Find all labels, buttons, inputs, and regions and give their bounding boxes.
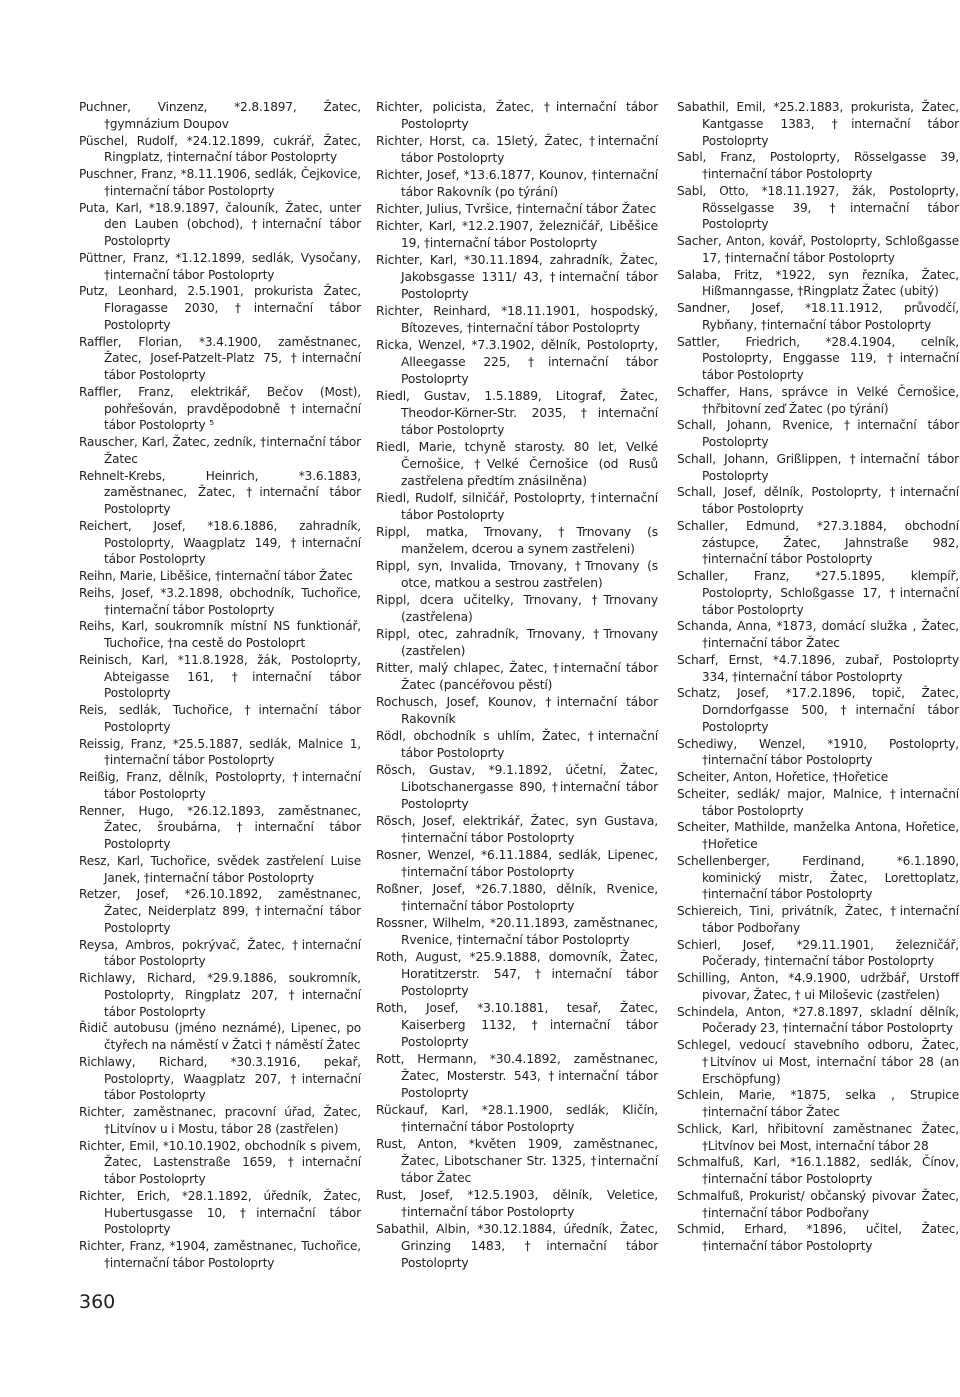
register-entry: Richter, Erich, *28.1.1892, úředník, Žatec, Hubertusgasse 10, †internační tábor Postoloprty	[79, 1188, 361, 1237]
register-entry: Richter, Julius, Tvršice, †internační tábor Žatec	[376, 202, 657, 216]
register-entry: Rauscher, Karl, Žatec, zedník, †internační tábor Žatec	[79, 435, 361, 466]
register-entry: Schlein, Marie, *1875, selka , Strupice †internační tábor Žatec	[677, 1088, 959, 1119]
register-entry: Richter, zaměstnanec, pracovní úřad, Žatec, †Litvínov u i Mostu, tábor 28 (zastřelen)	[79, 1105, 361, 1136]
column-1	[79, 99, 361, 1272]
register-entry: Roßner, Josef, *26.7.1880, dělník, Rvenice, †internační tábor Postoloprty	[376, 882, 658, 913]
register-entry: Rippl, syn, Invalida, Trnovany, †Trnovany (s otce, matkou a sestrou zastřelen)	[376, 559, 658, 590]
register-entry: Schellenberger, Ferdinand, *6.1.1890, kominický mistr, Žatec, Lorettoplatz, †internační tábor Postoloprty	[677, 853, 959, 902]
register-entry: Raffler, Franz, elektrikář, Bečov (Most), pohřešován, pravděpodobně †internační tábor Postoloprty ⁵	[79, 384, 361, 433]
register-entry: Richter, Reinhard, *18.11.1901, hospodský, Bítozeves, †internační tábor Postoloprty	[376, 304, 658, 335]
register-entry: Riedl, Marie, tchyně starosty. 80 let, Velké Černošice, †Velké Černošice (od Rusů zastřelena předtím znásilněna)	[376, 440, 658, 488]
register-entry: Richter, Karl, *30.11.1894, zahradník, Žatec, Jakobsgasse 1311/ 43, †internační tábor Postoloprty	[376, 253, 658, 301]
register-entry: Puschner, Franz, *8.11.1906, sedlák, Čejkovice, †internační tábor Postoloprty	[79, 167, 361, 198]
register-entry: Sacher, Anton, kovář, Postoloprty, Schloßgasse 17, †internační tábor Postoloprty	[677, 234, 959, 265]
register-entry: Richter, Franz, *1904, zaměstnanec, Tuchořice, †internační tábor Postoloprty	[79, 1239, 361, 1270]
register-entry: Rösch, Gustav, *9.1.1892, účetní, Žatec, Libotschanergasse 890, †internační tábor Postoloprty	[376, 763, 658, 811]
register-entry: Rott, Hermann, *30.4.1892, zaměstnanec, Žatec, Mosterstr. 543, †internační tábor Postoloprty	[376, 1052, 658, 1100]
register-entry: Reysa, Ambros, pokrývač, Žatec, †internační tábor Postoloprty	[79, 937, 361, 969]
register-entry: Schaller, Franz, *27.5.1895, klempíř, Postoloprty, Schloßgasse 17, †internační tábor Postoloprty	[677, 569, 959, 617]
register-entry: Richlawy, Richard, *30.3.1916, pekař, Postoloprty, Waagplatz 207, †internační tábor Postoloprty	[79, 1054, 361, 1103]
register-entry: Püttner, Franz, *1.12.1899, sedlák, Vysočany, †internační tábor Postoloprty	[79, 250, 361, 282]
register-entry: Schlegel, vedoucí stavebního odboru, Žatec, †Litvínov ui Most, internační tábor 28 (an Erschöpfung)	[677, 1038, 959, 1086]
register-entry: Schiereich, Tini, privátník, Žatec, †internační tábor Podbořany	[677, 904, 959, 935]
register-entry: Schmalfuß, Karl, *16.1.1882, sedlák, Čínov, †internační tábor Postoloprty	[677, 1155, 959, 1186]
register-entry: Reis, sedlák, Tuchořice, †internační tábor Postoloprty	[79, 703, 361, 734]
register-entry: Reichert, Josef, *18.6.1886, zahradník, Postoloprty, Waagplatz 149, †internační tábor Postoloprty	[79, 518, 361, 567]
register-entry: Roth, August, *25.9.1888, domovník, Žatec, Horatitzerstr. 547, †internační tábor Postoloprty	[376, 950, 658, 998]
register-entry: Reinisch, Karl, *11.8.1928, žák, Postoloprty, Abteigasse 161, †internační tábor Postoloprty	[79, 652, 361, 701]
register-entry: Richter, Horst, ca. 15letý, Žatec, †internační tábor Postoloprty	[376, 134, 658, 165]
register-entry: Ricka, Wenzel, *7.3.1902, dělník, Postoloprty, Alleegasse 225, †internační tábor Postoloprty	[376, 338, 658, 386]
register-entry: Ritter, malý chlapec, Žatec, †internační tábor Žatec (pancéřovou pěstí)	[376, 661, 658, 692]
register-entry: Schmalfuß, Prokurist/ občanský pivovar Žatec, †internační tábor Podbořany	[677, 1188, 959, 1220]
register-entry: Schierl, Josef, *29.11.1901, železničář, Počerady, †internační tábor Postoloprty	[677, 937, 959, 969]
register-entry: Richter, Josef, *13.6.1877, Kounov, †internační tábor Rakovník (po týrání)	[376, 168, 658, 199]
register-entry: Schlick, Karl, hřibitovní zaměstnanec Žatec, †Litvínov bei Most, internační tábor 28	[677, 1121, 959, 1153]
register-entry: Riedl, Gustav, 1.5.1889, Litograf, Žatec, Theodor-Körner-Str. 2035, †internační tábor Postoloprty	[376, 389, 658, 437]
register-entry: Rödl, obchodník s uhlím, Žatec, †internační tábor Postoloprty	[376, 729, 658, 760]
register-entry: Schaffer, Hans, správce in Velké Černošice, †hřbitovní zeď Žatec (po týrání)	[677, 384, 959, 416]
register-entry: Renner, Hugo, *26.12.1893, zaměstnanec, Žatec, šroubárna, †internační tábor Postoloprty	[79, 803, 361, 851]
register-entry: Roth, Josef, *3.10.1881, tesař, Žatec, Kaiserberg 1132, †internační tábor Postoloprty	[376, 1001, 658, 1049]
register-entry: Richlawy, Richard, *29.9.1886, soukromník, Postoloprty, Ringplatz 207, †internační tábor Postoloprty	[79, 971, 361, 1019]
register-entry: Rippl, otec, zahradník, Trnovany, †Trnovany (zastřelen)	[376, 627, 658, 658]
register-entry: Putz, Leonhard, 2.5.1901, prokurista Žatec, Floragasse 2030, †internační tábor Postoloprty	[79, 284, 361, 332]
register-entry: Richter, Karl, *12.2.1907, železničář, Liběšice 19, †internační tábor Postoloprty	[376, 219, 658, 250]
column-3	[677, 99, 959, 1255]
register-entry: Sabl, Franz, Postoloprty, Rösselgasse 39, †internační tábor Postoloprty	[677, 150, 959, 181]
register-entry: Řidič autobusu (jméno neznámé), Lipenec, po čtyřech na náměstí v Žatci † náměstí Žatec	[79, 1021, 361, 1052]
register-entry: Rösch, Josef, elektrikář, Žatec, syn Gustava, †internační tábor Postoloprty	[376, 814, 658, 845]
register-entry: Rossner, Wilhelm, *20.11.1893, zaměstnanec, Rvenice, †internační tábor Postoloprty	[376, 916, 658, 947]
register-entry: Reihs, Karl, soukromník místní NS funktionář, Tuchořice, †na cestě do Postoloprt	[79, 619, 361, 650]
register-entry: Schanda, Anna, *1873, domácí služka , Žatec, †internační tábor Žatec	[677, 619, 959, 650]
register-entry: Richter, policista, Žatec, †internační tábor Postoloprty	[376, 100, 658, 131]
register-entry: Rosner, Wenzel, *6.11.1884, sedlák, Lipenec, †internační tábor Postoloprty	[376, 848, 658, 879]
register-entry: Richter, Emil, *10.10.1902, obchodník s pivem, Žatec, Lastenstraße 1659, †internační tábor Postoloprty	[79, 1138, 361, 1186]
register-entry: Retzer, Josef, *26.10.1892, zaměstnanec, Žatec, Neiderplatz 899, †internační tábor Postoloprty	[79, 887, 361, 935]
register-entry: Schediwy, Wenzel, *1910, Postoloprty, †internační tábor Postoloprty	[677, 736, 959, 768]
register-entry: Püschel, Rudolf, *24.12.1899, cukrář, Žatec, Ringplatz, †internační tábor Postoloprty	[79, 133, 361, 165]
register-entry: Scheiter, sedlák/ major, Malnice, †internační tábor Postoloprty	[677, 786, 959, 818]
register-entry: Rippl, matka, Trnovany, †Trnovany (s manželem, dcerou a synem zastřeleni)	[376, 525, 658, 556]
register-entry: Rippl, dcera učitelky, Trnovany, †Trnovany (zastřelena)	[376, 593, 658, 624]
register-entry: Reissig, Franz, *25.5.1887, sedlák, Malnice 1, †internační tábor Postoloprty	[79, 736, 361, 768]
register-entry: Sabathil, Emil, *25.2.1883, prokurista, Žatec, Kantgasse 1383, †internační tábor Postoloprty	[677, 100, 959, 148]
register-entry: Scheiter, Anton, Hořetice, †Hořetice	[677, 770, 889, 784]
register-entry: Schilling, Anton, *4.9.1900, udržbář, Urstoff pivovar, Žatec, † ui Miloševic (zastřelen)	[677, 971, 959, 1002]
register-entry: Raffler, Florian, *3.4.1900, zaměstnanec, Žatec, Josef-Patzelt-Platz 75, †internační tábor Postoloprty	[79, 334, 361, 382]
register-entry: Reihn, Marie, Liběšice, †internační tábor Žatec	[79, 569, 353, 583]
register-entry: Scheiter, Mathilde, manželka Antona, Hořetice, †Hořetice	[677, 820, 959, 851]
register-entry: Schaller, Edmund, *27.3.1884, obchodní zástupce, Žatec, Jahnstraße 982, †internační tábor Postoloprty	[677, 518, 959, 567]
register-entry: Schall, Johann, Grißlippen, †internační tábor Postoloprty	[677, 451, 959, 483]
register-entry: Puchner, Vinzenz, *2.8.1897, Žatec, †gymnázium Doupov	[79, 100, 361, 131]
register-entry: Reihs, Josef, *3.2.1898, obchodník, Tuchořice, †internační tábor Postoloprty	[79, 585, 361, 617]
register-entry: Puta, Karl, *18.9.1897, čalouník, Žatec, unter den Lauben (obchod), †internační tábor Postoloprty	[79, 200, 361, 248]
register-entry: Sattler, Friedrich, *28.4.1904, celník, Postoloprty, Enggasse 119, †internační tábor Postoloprty	[677, 334, 959, 382]
register-entry: Salaba, Fritz, *1922, syn řezníka, Žatec, Hißmanngasse, †Ringplatz Žatec (ubitý)	[677, 267, 959, 299]
register-entry: Schatz, Josef, *17.2.1896, topič, Žatec, Dorndorfgasse 500, †internační tábor Postoloprty	[677, 686, 959, 734]
register-entry: Riedl, Rudolf, silničář, Postoloprty, †internační tábor Postoloprty	[376, 491, 658, 522]
register-entry: Scharf, Ernst, *4.7.1896, zubař, Postoloprty 334, †internační tábor Postoloprty	[677, 652, 959, 684]
register-entry: Rehnelt-Krebs, Heinrich, *3.6.1883, zaměstnanec, Žatec, †internační tábor Postoloprty	[79, 468, 361, 516]
register-entry: Schindela, Anton, *27.8.1897, skladní dělník, Počerady 23, †internační tábor Postoloprty	[677, 1004, 959, 1036]
register-entry: Rochusch, Josef, Kounov, †internační tábor Rakovník	[376, 695, 658, 726]
register-entry: Rückauf, Karl, *28.1.1900, sedlák, Kličín, †internační tábor Postoloprty	[376, 1103, 658, 1134]
register-entry: Schmid, Erhard, *1896, učitel, Žatec, †internační tábor Postoloprty	[677, 1222, 959, 1253]
register-entry: Sandner, Josef, *18.11.1912, průvodčí, Rybňany, †internační tábor Postoloprty	[677, 301, 959, 332]
register-entry: Schall, Johann, Rvenice, †internační tábor Postoloprty	[677, 418, 959, 449]
register-entry: Schall, Josef, dělník, Postoloprty, †internační tábor Postoloprty	[677, 485, 959, 516]
register-entry: Reißig, Franz, dělník, Postoloprty, †internační tábor Postoloprty	[79, 770, 361, 801]
register-entry: Sabl, Otto, *18.11.1927, žák, Postoloprty, Rösselgasse 39, †internační tábor Postoloprty	[677, 183, 959, 232]
page-number: 360	[79, 1291, 116, 1313]
register-entry: Resz, Karl, Tuchořice, svědek zastřelení Luise Janek, †internační tábor Postoloprty	[79, 853, 361, 885]
register-entry: Rust, Josef, *12.5.1903, dělník, Veletice, †internační tábor Postoloprty	[376, 1188, 658, 1219]
register-entry: Sabathil, Albin, *30.12.1884, úředník, Žatec, Grinzing 1483, †internační tábor Postoloprty	[376, 1222, 658, 1270]
register-entry: Rust, Anton, *květen 1909, zaměstnanec, Žatec, Libotschaner Str. 1325, †internační tábor Žatec	[376, 1137, 658, 1185]
column-2	[376, 99, 658, 1272]
